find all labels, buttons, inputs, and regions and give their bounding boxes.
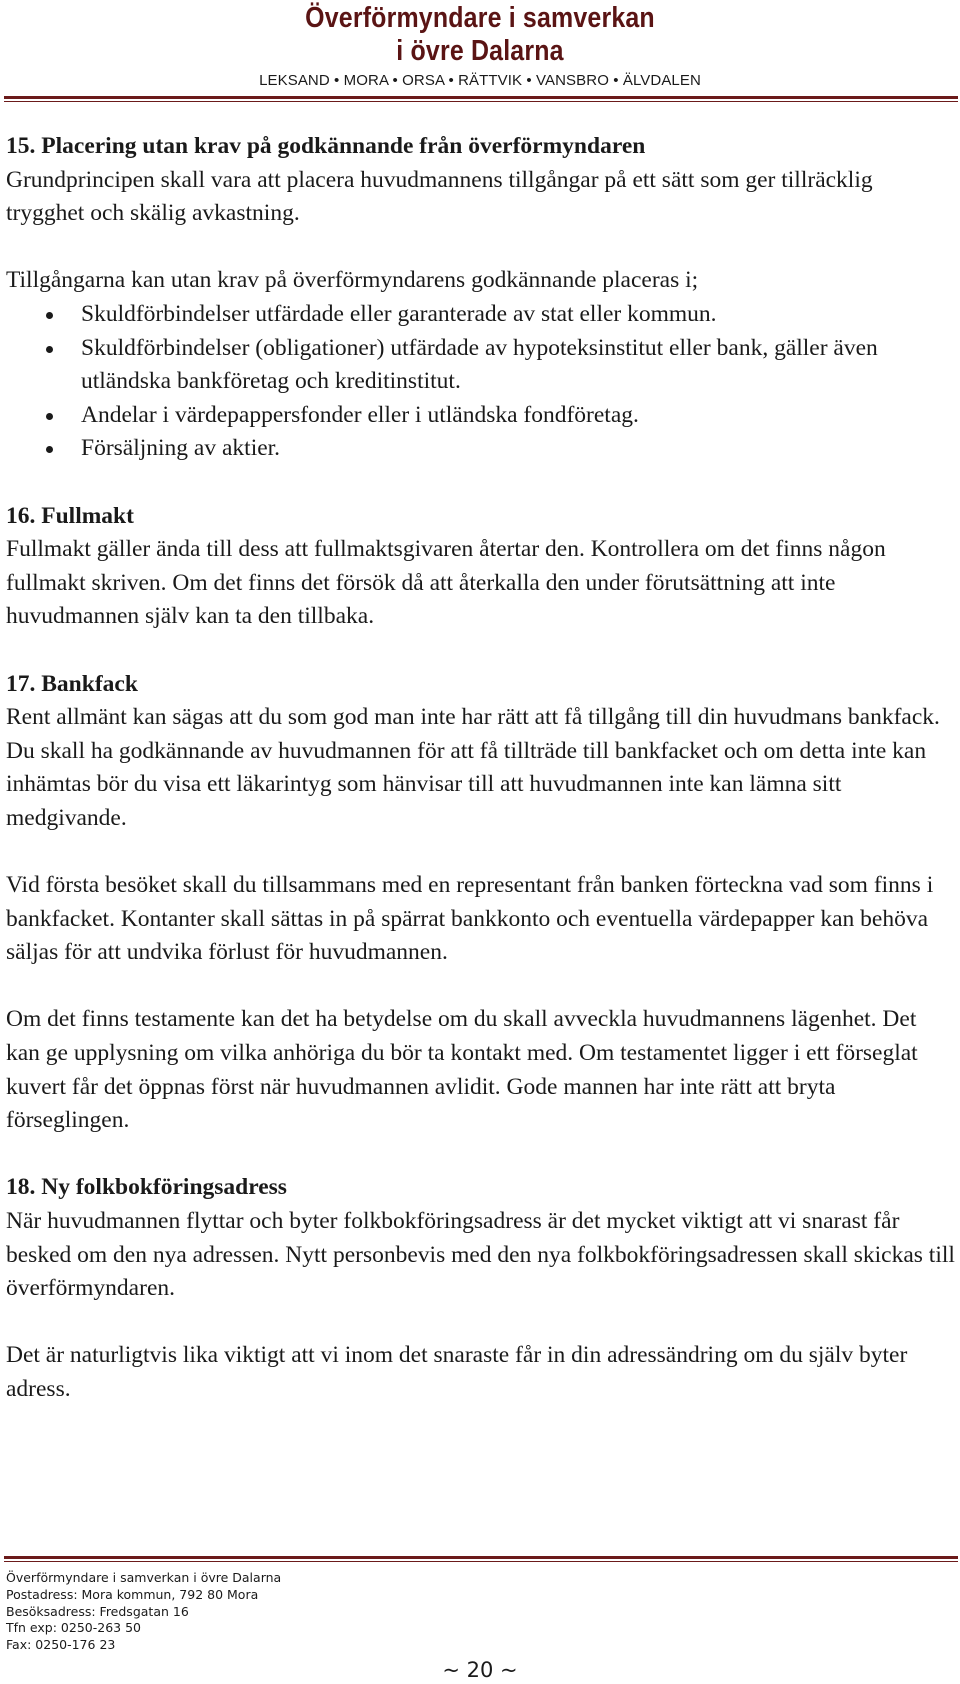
footer-postal-address: Postadress: Mora kommun, 792 80 Mora xyxy=(6,1586,259,1602)
section-16-para-1: Fullmakt gäller ända till dess att fullmaktsgivaren återtar den. Kontrollera om det finns någon fullmakt skriven. Om det finns det försök då att återkalla den under förutsättning att inte huvudmannen själv kan ta den tillbaka. xyxy=(6,536,886,630)
section-16-heading: 16. Fullmakt xyxy=(6,502,134,529)
footer-fax: Fax: 0250-176 23 xyxy=(6,1637,116,1653)
footer-rule-thick xyxy=(4,1556,958,1559)
footer-rule-thin xyxy=(4,1561,958,1562)
footer-phone: Tfn exp: 0250-263 50 xyxy=(6,1620,141,1636)
document-body xyxy=(6,130,956,1407)
bullet-icon xyxy=(46,346,53,353)
page-header xyxy=(0,0,960,100)
section-17-para-3: Om det finns testamente kan det ha betydelse om du skall avveckla huvudmannens lägenhet. Det kan ge upplysning om vilka anhöriga du bör ta kontakt med. Om testamentet ligger i ett förseglat kuvert får det öppnas först när huvudmannen avlidit. Gode mannen har inte rätt att bryta förseglingen. xyxy=(6,1006,918,1134)
section-15-para-2: Tillgångarna kan utan krav på överförmyndarens godkännande placeras i; xyxy=(6,267,699,294)
footer-org: Överförmyndare i samverkan i övre Dalarna xyxy=(6,1570,282,1585)
section-17-para-2: Vid första besöket skall du tillsammans med en representant från banken förteckna vad som finns i bankfacket. Kontanter skall sättas in på spärrat bankkonto och eventuella värdepapper kan behöva säljas för att undvika förlust för huvudmannen. xyxy=(6,872,934,966)
section-18-heading: 18. Ny folkbokföringsadress xyxy=(6,1174,287,1201)
bullet-icon xyxy=(46,446,53,453)
bullet-icon xyxy=(46,413,53,420)
list-item: Skuldförbindelser utfärdade eller garanterade av stat eller kommun. xyxy=(6,298,956,332)
section-15-para-1: Grundprincipen skall vara att placera huvudmannens tillgångar på ett sätt som ger tillräcklig trygghet och skälig avkastning. xyxy=(6,166,873,227)
bullet-icon xyxy=(46,312,53,319)
header-title-line2: i övre Dalarna xyxy=(396,35,564,67)
section-17-heading: 17. Bankfack xyxy=(6,670,138,697)
list-item: Andelar i värdepappersfonder eller i utländska fondföretag. xyxy=(6,399,956,433)
section-15-heading: 15. Placering utan krav på godkännande från överförmyndaren xyxy=(6,133,646,159)
section-18-para-1: När huvudmannen flyttar och byter folkbokföringsadress är det mycket viktigt att vi snarast får besked om den nya adressen. Nytt personbevis med den nya folkbokföringsadressen skall skickas till överförmyndaren. xyxy=(6,1208,955,1302)
list-item: Försäljning av aktier. xyxy=(6,432,956,466)
list-item: Skuldförbindelser (obligationer) utfärdade av hypoteksinstitut eller bank, gäller även utländska bankföretag och kreditinstitut. xyxy=(6,332,956,399)
footer-visit-address: Besöksadress: Fredsgatan 16 xyxy=(6,1603,189,1619)
header-rule-thin xyxy=(4,101,958,102)
page-number: ~ 20 ~ xyxy=(442,1658,518,1682)
header-title-line1: Överförmyndare i samverkan xyxy=(305,2,655,34)
section-17-para-1: Rent allmänt kan sägas att du som god man inte har rätt att få tillgång till din huvudmans bankfack. Du skall ha godkännande av huvudmannen för att få tillträde till bankfacket och om detta inte kan inhämtas bör du visa ett läkarintyg som hänvisar till att huvudmannen inte kan lämna sitt medgivande. xyxy=(6,704,940,831)
section-15-bullet-list xyxy=(6,298,956,466)
section-18-para-2: Det är naturligtvis lika viktigt att vi inom det snaraste får in din adressändring om du själv byter adress. xyxy=(6,1342,908,1402)
header-rule-thick xyxy=(4,96,958,99)
header-municipalities: LEKSAND • MORA • ORSA • RÄTTVIK • VANSBRO • ÄLVDALEN xyxy=(259,72,701,89)
footer-contact-info xyxy=(6,1570,281,1654)
